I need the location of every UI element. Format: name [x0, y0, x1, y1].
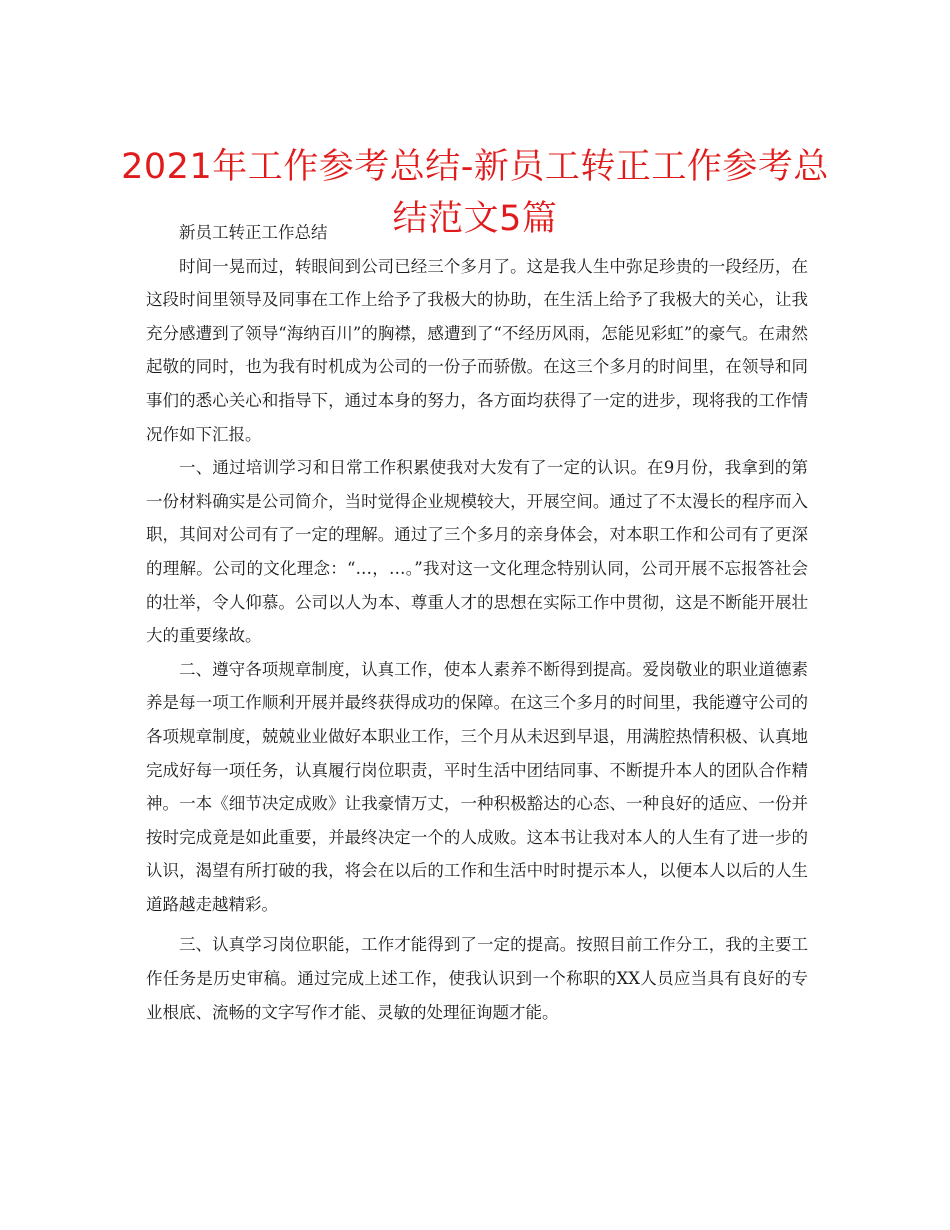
subheading: 新员工转正工作总结: [179, 223, 328, 242]
document-body: [146, 216, 808, 1029]
paragraph-section-2: 二、遵守各项规章制度，认真工作，使本人素养不断得到提高。爱岗敬业的职业道德素养是每一项工作顺利开展并最终获得成功的保障。在这三个多月的时间里，我能遵守公司的各项规章制度，兢兢业业做好本职业工作，三个月从未迟到早退，用满腔热情积极、认真地完成好每一项任务，认真履行岗位职责，平时生活中团结同事、不断提升本人的团队合作精神。一本《细节决定成败》让我豪情万丈，一种积极豁达的心态、一种良好的适应、一份并按时完成竟是如此重要，并最终决定一个的人成败。这本书让我对本人的人生有了进一步的认识，渴望有所打破的我，将会在以后的工作和生活中时时提示本人，以便本人以后的人生道路越走越精彩。: [146, 659, 808, 914]
paragraph-section-3: 三、认真学习岗位职能，工作才能得到了一定的提高。按照目前工作分工，我的主要工作任务是历史审稿。通过完成上述工作，使我认识到一个称职的XX人员应当具有良好的专业根底、流畅的文字写作才能、灵敏的处理征询题才能。: [146, 935, 808, 1022]
document-title: 2021年工作参考总结-新员工转正工作参考总结范文5篇: [121, 147, 829, 240]
paragraph-section-1: 一、通过培训学习和日常工作积累使我对大发有了一定的认识。在9月份，我拿到的第一份材料确实是公司简介，当时觉得企业规模较大，开展空间。通过了不太漫长的程序而入职，其间对公司有了一定的理解。通过了三个多月的亲身体会，对本职工作和公司有了更深的理解。公司的文化理念：“…，…。”我对这一文化理念特别认同，公司开展不忘报答社会的壮举，令人仰慕。公司以人为本、尊重人才的思想在实际工作中贯彻，这是不断能开展壮大的重要缘故。: [146, 458, 808, 646]
paragraph-intro: 时间一晃而过，转眼间到公司已经三个多月了。这是我人生中弥足珍贵的一段经历，在这段时间里领导及同事在工作上给予了我极大的协助，在生活上给予了我极大的关心，让我充分感遭到了领导“海纳百川”的胸襟，感遭到了“不经历风雨，怎能见彩虹”的豪气。在肃然起敬的同时，也为我有时机成为公司的一份子而骄傲。在这三个多月的时间里，在领导和同事们的悉心关心和指导下，通过本身的努力，各方面均获得了一定的进步，现将我的工作情况作如下汇报。: [146, 256, 808, 444]
